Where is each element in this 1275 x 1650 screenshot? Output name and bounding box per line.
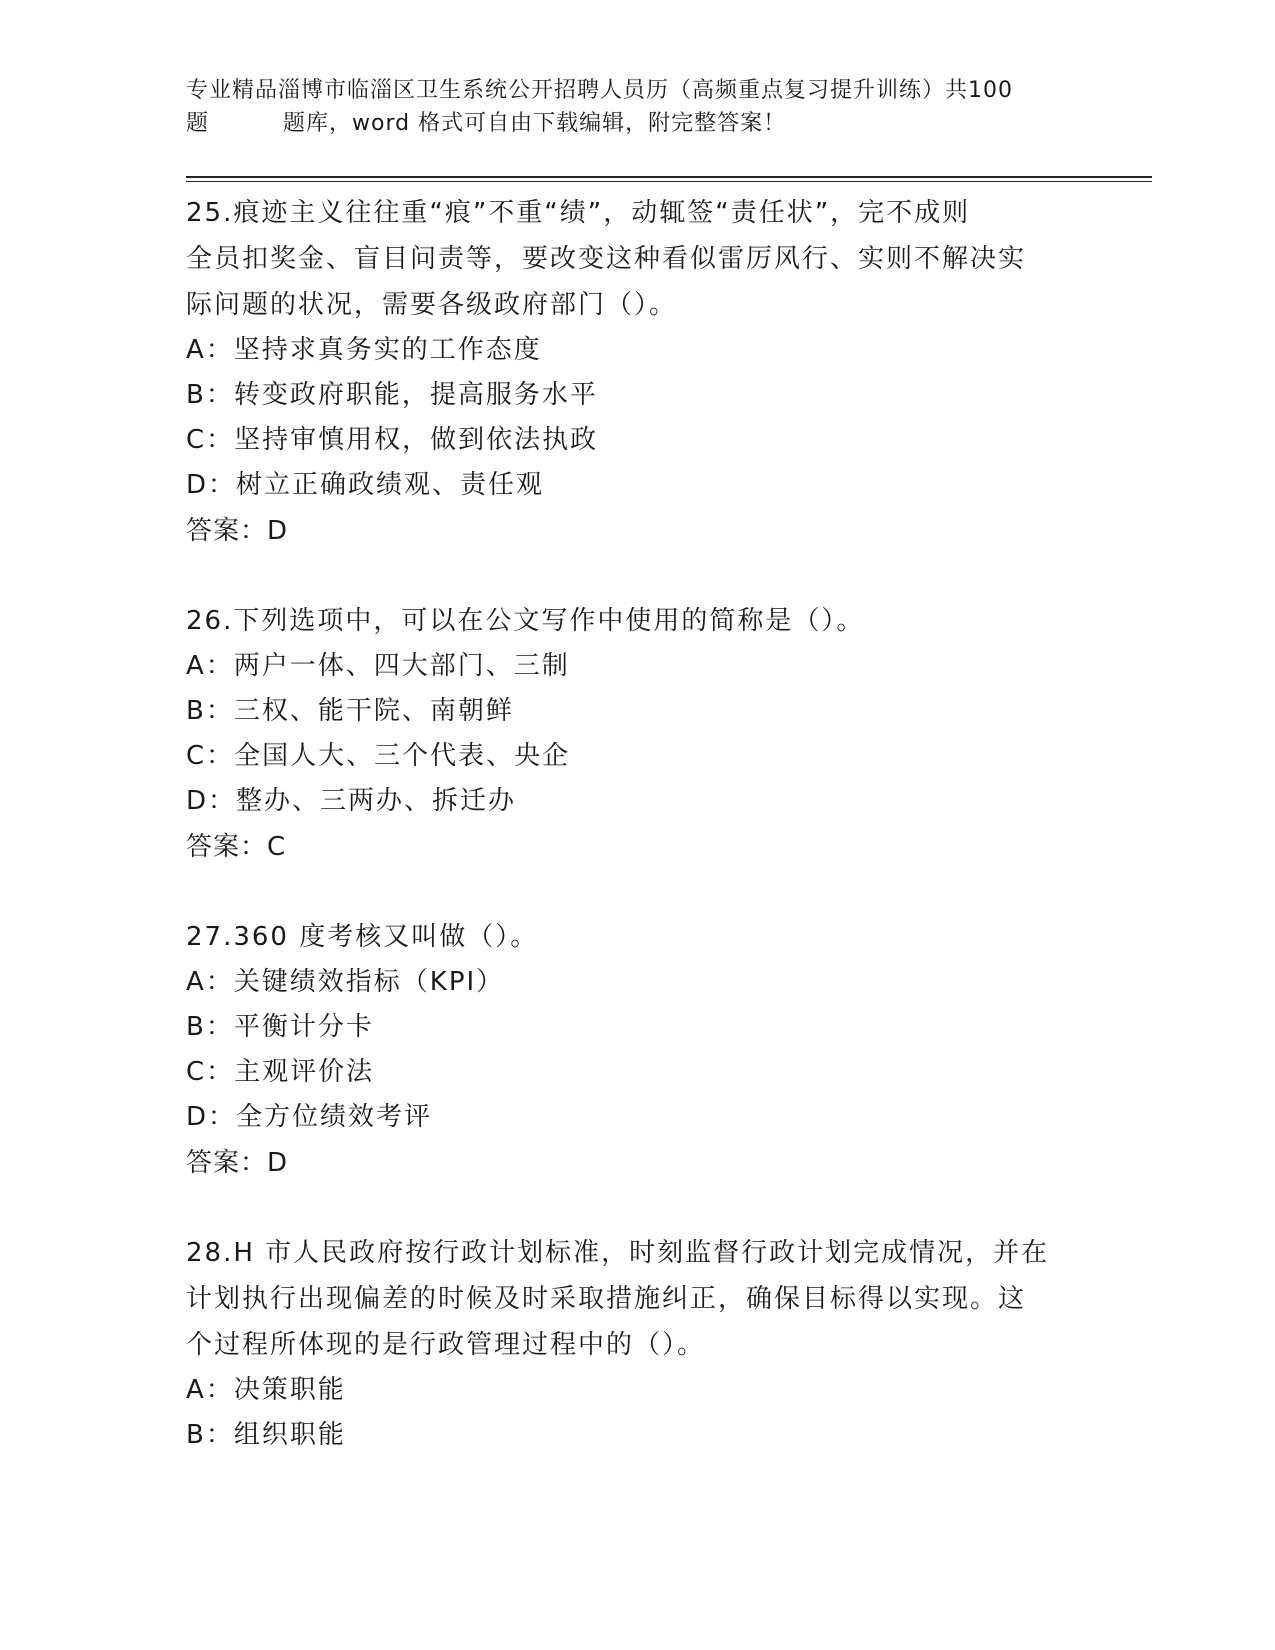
header-title-line2 [186, 107, 1086, 140]
header-title-line2-right: 题库，word 格式可自由下载编辑，附完整答案！ [283, 111, 787, 136]
question-27 [186, 914, 1086, 1186]
answer: 答案：C [186, 832, 287, 862]
option-d: D：整办、三两办、拆迁办 [186, 786, 517, 816]
option-a: A：关键绩效指标（KPI） [186, 967, 505, 997]
answer: 答案：D [186, 516, 289, 546]
option-a: A：坚持求真务实的工作态度 [186, 335, 542, 365]
question-stem-line: 25.痕迹主义往往重“痕”不重“绩”，动辄签“责任状”，完不成则 [186, 198, 971, 228]
question-list [186, 190, 1086, 1502]
question-26 [186, 598, 1086, 870]
header-divider-thin [186, 181, 1152, 182]
option-c: C：全国人大、三个代表、央企 [186, 741, 571, 771]
option-c: C：坚持审慎用权，做到依法执政 [186, 425, 599, 455]
option-b: B：平衡计分卡 [186, 1012, 374, 1042]
question-stem-line: 全员扣奖金、盲目问责等，要改变这种看似雷厉风行、实则不解决实 [186, 244, 1027, 274]
option-a: A：两户一体、四大部门、三制 [186, 651, 570, 681]
option-b: B：组织职能 [186, 1420, 346, 1450]
document-header [186, 74, 1086, 140]
question-stem-line: 27.360 度考核又叫做（）。 [186, 922, 539, 952]
option-d: D：树立正确政绩观、责任观 [186, 470, 545, 500]
option-d: D：全方位绩效考评 [186, 1102, 433, 1132]
question-25 [186, 190, 1086, 554]
header-title-line1: 专业精品淄博市临淄区卫生系统公开招聘人员历（高频重点复习提升训练）共100 [186, 78, 1013, 103]
question-stem-line: 28.H 市人民政府按行政计划标准，时刻监督行政计划完成情况，并在 [186, 1238, 1050, 1268]
question-28 [186, 1230, 1086, 1458]
option-b: B：三权、能干院、南朝鲜 [186, 696, 514, 726]
question-stem-line: 际问题的状况，需要各级政府部门（）。 [186, 290, 678, 320]
question-stem-line: 个过程所体现的是行政管理过程中的（）。 [186, 1330, 706, 1360]
header-title-line2-left: 题 [186, 111, 210, 136]
question-stem-line: 26.下列选项中，可以在公文写作中使用的简称是（）。 [186, 606, 865, 636]
option-a: A：决策职能 [186, 1375, 346, 1405]
header-divider-thick [186, 176, 1152, 178]
option-b: B：转变政府职能，提高服务水平 [186, 380, 598, 410]
answer: 答案：D [186, 1148, 289, 1178]
question-stem-line: 计划执行出现偏差的时候及时采取措施纠正，确保目标得以实现。这 [186, 1284, 1027, 1314]
option-c: C：主观评价法 [186, 1057, 375, 1087]
